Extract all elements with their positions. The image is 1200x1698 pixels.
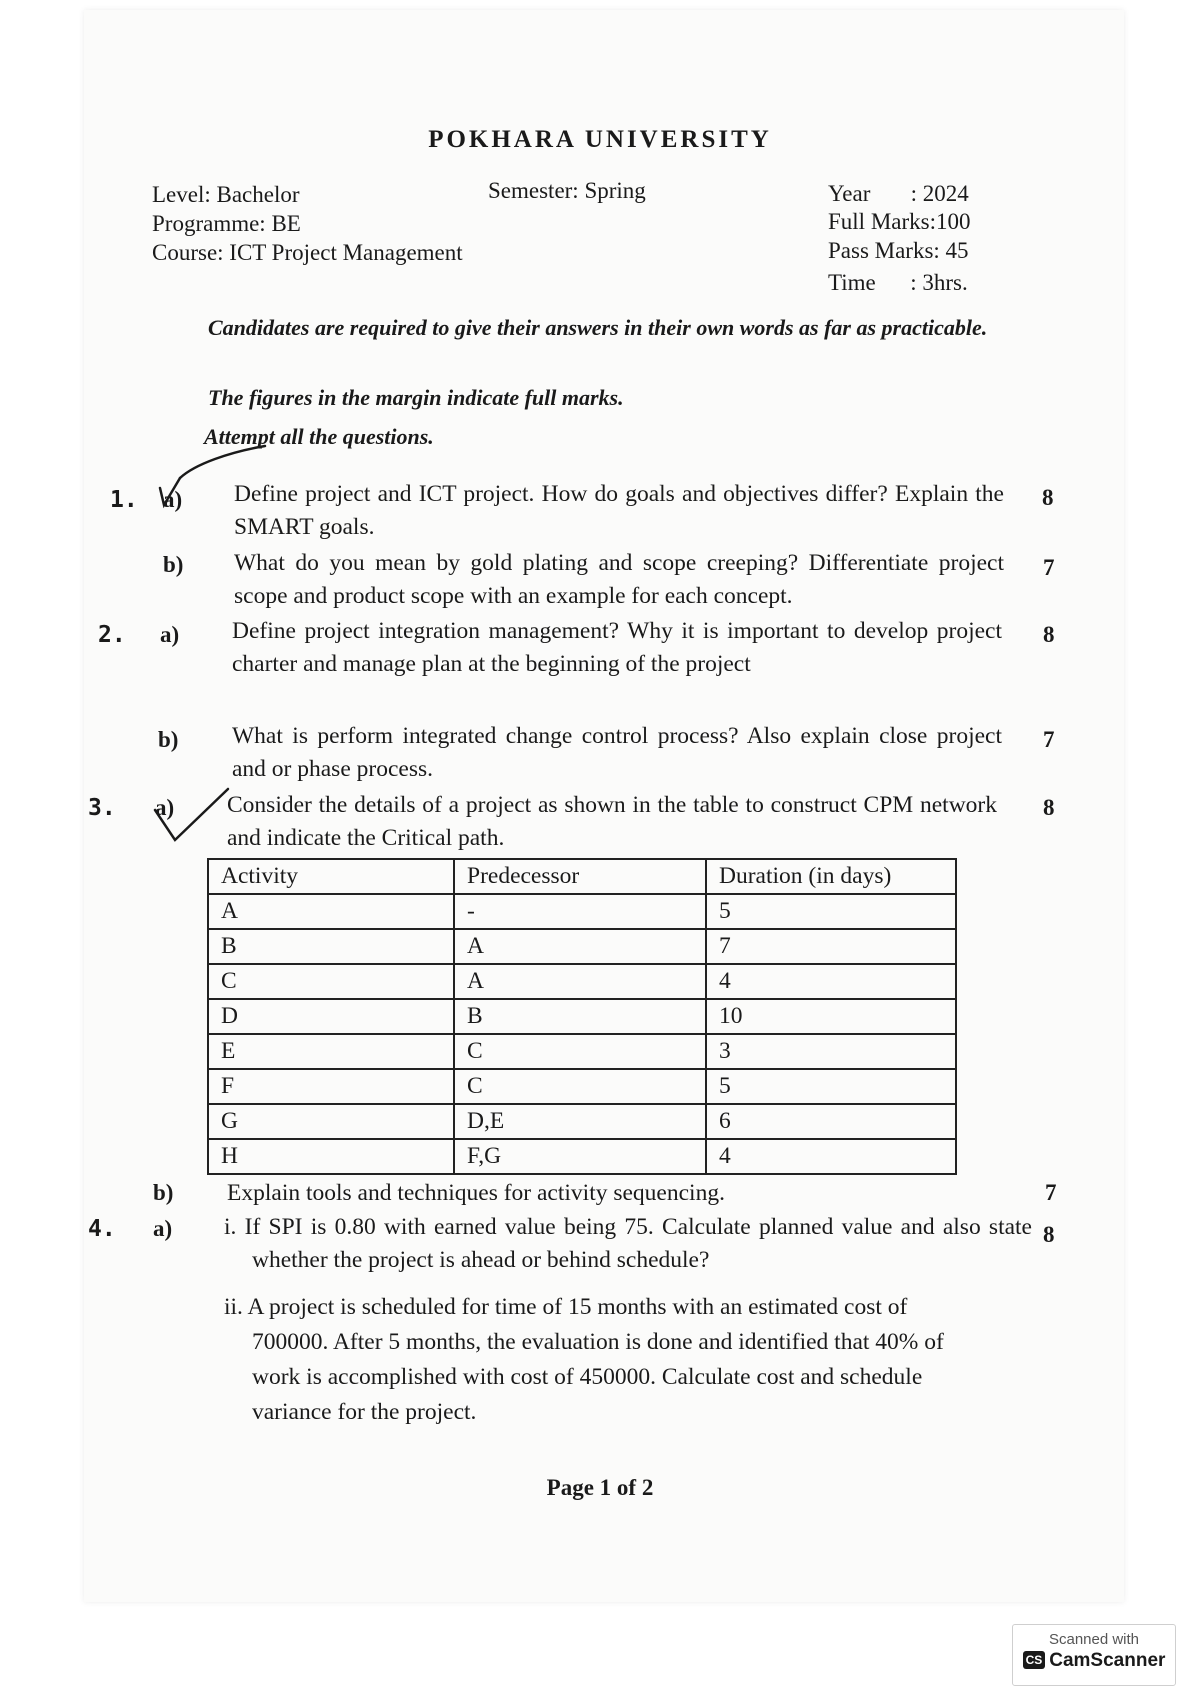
activity-cell: B xyxy=(208,929,454,964)
duration-cell: 4 xyxy=(706,964,956,999)
level: Level: Bachelor xyxy=(152,182,300,207)
question-number-4: 4. xyxy=(88,1216,116,1242)
question-1a-text: Define project and ICT project. How do goals and objectives differ? Explain the SMART goals. xyxy=(234,481,1004,540)
semester: Semester: Spring xyxy=(488,178,646,203)
question-4a-part-ii: ii. A project is scheduled for time of 15 months with an estimated cost of 700000. After 5 months, the evaluation is done and identified that 40% of work is accomplished with cost of 450000. Calculate cost and schedule variance for the project. xyxy=(224,1294,944,1425)
pass-marks: Pass Marks: 45 xyxy=(828,238,969,263)
marks-2a: 8 xyxy=(1043,622,1055,647)
predecessor-cell: F,G xyxy=(454,1139,706,1174)
watermark-brand-name: CamScanner xyxy=(1049,1650,1166,1671)
marks-3b: 7 xyxy=(1045,1180,1057,1205)
activity-cell: H xyxy=(208,1139,454,1174)
predecessor-cell: C xyxy=(454,1069,706,1104)
camscanner-logo-icon: CS xyxy=(1023,1651,1046,1669)
predecessor-cell: C xyxy=(454,1034,706,1069)
activity-cell: D xyxy=(208,999,454,1034)
table-row xyxy=(208,1069,956,1104)
predecessor-cell: D,E xyxy=(454,1104,706,1139)
activity-cell: A xyxy=(208,894,454,929)
activity-cell: F xyxy=(208,1069,454,1104)
subquestion-label: b) xyxy=(163,552,184,577)
subquestion-label: b) xyxy=(153,1180,174,1205)
predecessor-cell: A xyxy=(454,929,706,964)
duration-cell: 4 xyxy=(706,1139,956,1174)
question-3b-text: Explain tools and techniques for activity sequencing. xyxy=(227,1180,725,1206)
question-2b-text: What is perform integrated change control process? Also explain close project and or phase process. xyxy=(232,723,1002,782)
duration-cell: 10 xyxy=(706,999,956,1034)
activity-cell: C xyxy=(208,964,454,999)
marks-2b: 7 xyxy=(1043,727,1055,752)
instruction-1: Candidates are required to give their answers in their own words as far as practicable. xyxy=(208,315,988,340)
course: Course: ICT Project Management xyxy=(152,240,463,265)
predecessor-cell: B xyxy=(454,999,706,1034)
duration-cell: 6 xyxy=(706,1104,956,1139)
year: Year : 2024 xyxy=(828,181,969,206)
question-1b-text: What do you mean by gold plating and scope creeping? Differentiate project scope and product scope with an example for each concept. xyxy=(234,550,1004,609)
table-row xyxy=(208,1104,956,1139)
table-row xyxy=(208,929,956,964)
table-row xyxy=(208,894,956,929)
duration-cell: 3 xyxy=(706,1034,956,1069)
full-marks: Full Marks:100 xyxy=(828,209,971,234)
instruction-3: Attempt all the questions. xyxy=(204,424,434,449)
subquestion-label: b) xyxy=(158,727,179,752)
marks-4a: 8 xyxy=(1043,1222,1055,1247)
programme: Programme: BE xyxy=(152,211,301,236)
university-title: POKHARA UNIVERSITY xyxy=(428,126,772,153)
time: Time : 3hrs. xyxy=(828,270,968,295)
instruction-2: The figures in the margin indicate full marks. xyxy=(208,385,624,410)
question-number-1: 1. xyxy=(110,487,138,513)
watermark-caption: Scanned with xyxy=(1048,1631,1140,1648)
subquestion-label: a) xyxy=(160,622,180,647)
question-3a-text: Consider the details of a project as shown in the table to construct CPM network and indicate the Critical path. xyxy=(227,792,997,851)
table-header-activity: Activity xyxy=(208,859,454,894)
camscanner-watermark xyxy=(1012,1624,1176,1686)
table-row xyxy=(208,1034,956,1069)
table-row xyxy=(208,1139,956,1174)
table-header-duration: Duration (in days) xyxy=(706,859,956,894)
marks-1b: 7 xyxy=(1043,555,1055,580)
question-2a-text: Define project integration management? Why it is important to develop project charter and manage plan at the beginning of the project xyxy=(232,618,1002,677)
marks-1a: 8 xyxy=(1042,485,1054,510)
activity-cell: E xyxy=(208,1034,454,1069)
subquestion-label: a) xyxy=(155,795,175,820)
subquestion-label: a) xyxy=(153,1216,173,1241)
question-number-3: 3. xyxy=(88,795,116,821)
marks-3a: 8 xyxy=(1043,795,1055,820)
table-header-predecessor: Predecessor xyxy=(454,859,706,894)
watermark-brand xyxy=(1013,1650,1175,1672)
activity-cell: G xyxy=(208,1104,454,1139)
table-row xyxy=(208,999,956,1034)
table-row xyxy=(208,964,956,999)
duration-cell: 7 xyxy=(706,929,956,964)
duration-cell: 5 xyxy=(706,1069,956,1104)
question-4a-part-i: i. If SPI is 0.80 with earned value being 75. Calculate planned value and also state whether the project is ahead or behind schedule? xyxy=(224,1214,1032,1273)
page-number: Page 1 of 2 xyxy=(546,1475,654,1500)
subquestion-label: a) xyxy=(163,487,183,512)
table-header-row xyxy=(208,859,956,894)
duration-cell: 5 xyxy=(706,894,956,929)
predecessor-cell: A xyxy=(454,964,706,999)
question-number-2: 2. xyxy=(98,622,126,648)
cpm-activity-table xyxy=(207,858,957,1175)
predecessor-cell: - xyxy=(454,894,706,929)
